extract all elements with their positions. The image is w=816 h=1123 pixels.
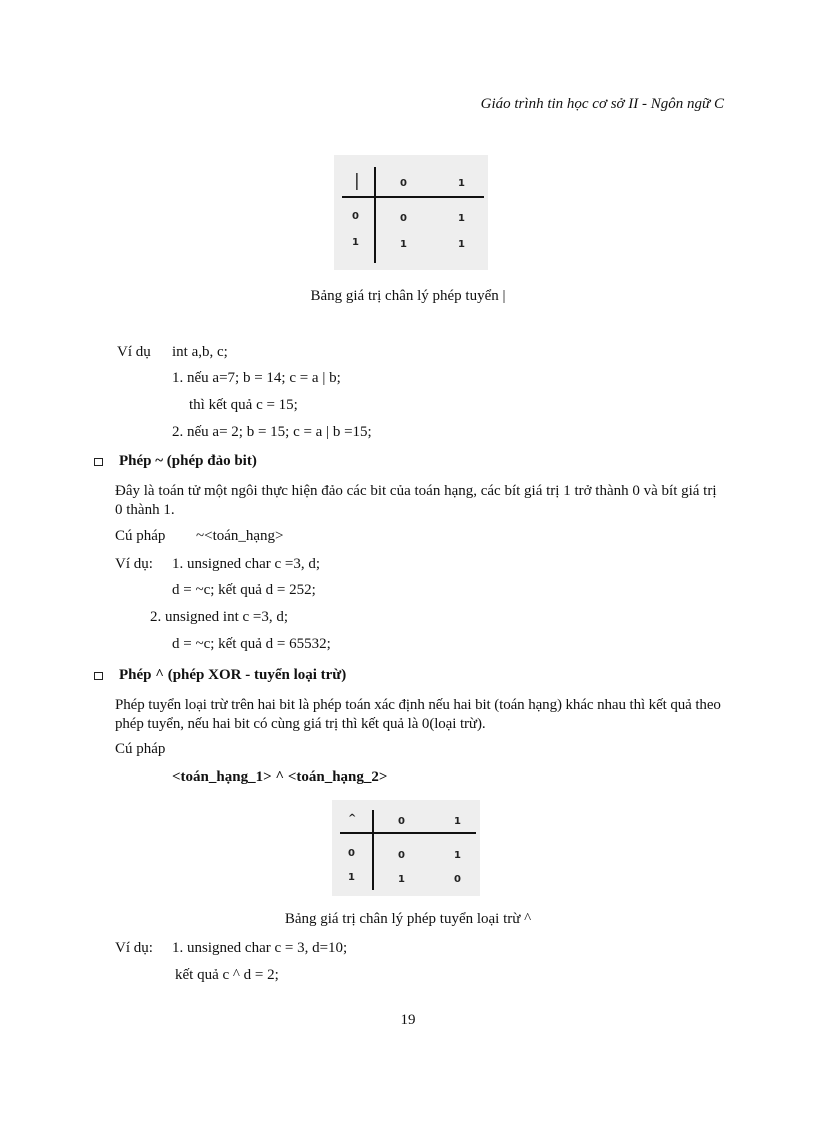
table-vertical-rule: [372, 810, 374, 890]
table-operator: ^: [348, 813, 357, 824]
example-label: Ví dụ:: [115, 556, 153, 572]
syntax-text: ~<toán_hạng>: [196, 528, 284, 544]
bullet-icon: [94, 458, 103, 466]
syntax-text: <toán_hạng_1> ^ <toán_hạng_2>: [172, 769, 388, 785]
row-label: 0: [348, 848, 355, 859]
table-caption: Bảng giá trị chân lý phép tuyển |: [310, 288, 506, 304]
bullet-icon: [94, 672, 103, 680]
example-item-result: thì kết quả c = 15;: [189, 397, 298, 413]
table-cell: 1: [458, 213, 465, 224]
section-title: Phép ~ (phép đảo bit): [119, 453, 257, 469]
section-description: Đây là toán tử một ngôi thực hiện đảo các bit của toán hạng, các bít giá trị 1 trở thành 0 và bít giá trị 0 thành 1.: [115, 483, 717, 518]
truth-table-or: [334, 155, 488, 270]
example-item: 1. unsigned char c = 3, d=10;: [172, 940, 348, 956]
example-item: 1. unsigned char c =3, d;: [172, 556, 321, 572]
table-horizontal-rule: [342, 196, 484, 198]
example-item-result: d = ~c; kết quả d = 252;: [172, 582, 316, 598]
column-header: 0: [400, 178, 407, 189]
table-cell: 1: [454, 850, 461, 861]
example-item: 2. unsigned int c =3, d;: [150, 609, 289, 625]
table-cell: 1: [398, 874, 405, 885]
syntax-label: Cú pháp: [115, 741, 166, 757]
truth-table-xor: [332, 800, 480, 896]
table-vertical-rule: [374, 167, 376, 263]
column-header: 0: [398, 816, 405, 827]
example-item: 1. nếu a=7; b = 14; c = a | b;: [172, 370, 341, 386]
row-label: 1: [348, 872, 355, 883]
row-label: 0: [352, 211, 359, 222]
column-header: 1: [454, 816, 461, 827]
example-label: Ví dụ:: [115, 940, 153, 956]
syntax-label: Cú pháp: [115, 528, 166, 544]
table-cell: 0: [454, 874, 461, 885]
example-item-result: kết quả c ^ d = 2;: [175, 967, 279, 983]
table-horizontal-rule: [340, 832, 476, 834]
column-header: 1: [458, 178, 465, 189]
example-label: Ví dụ: [117, 344, 151, 360]
example-item-result: d = ~c; kết quả d = 65532;: [172, 636, 331, 652]
example-item: 2. nếu a= 2; b = 15; c = a | b =15;: [172, 424, 372, 440]
section-description: Phép tuyển loại trừ trên hai bit là phép toán xác định nếu hai bit (toán hạng) khác nhau thì kết quả theo phép tuyển, nếu hai bit có cùng giá trị thì kết quả là 0(loại trừ).: [115, 697, 721, 732]
table-cell: 0: [400, 213, 407, 224]
example-code: int a,b, c;: [172, 344, 228, 360]
table-cell: 1: [458, 239, 465, 250]
row-label: 1: [352, 237, 359, 248]
page-number: 19: [400, 1012, 416, 1028]
table-operator: |: [354, 171, 360, 191]
table-cell: 0: [398, 850, 405, 861]
page-header: Giáo trình tin học cơ sở II - Ngôn ngữ C: [480, 96, 724, 112]
table-cell: 1: [400, 239, 407, 250]
section-title: Phép ^ (phép XOR - tuyển loại trừ): [119, 667, 347, 683]
table-caption: Bảng giá trị chân lý phép tuyển loại trừ ^: [284, 911, 532, 927]
